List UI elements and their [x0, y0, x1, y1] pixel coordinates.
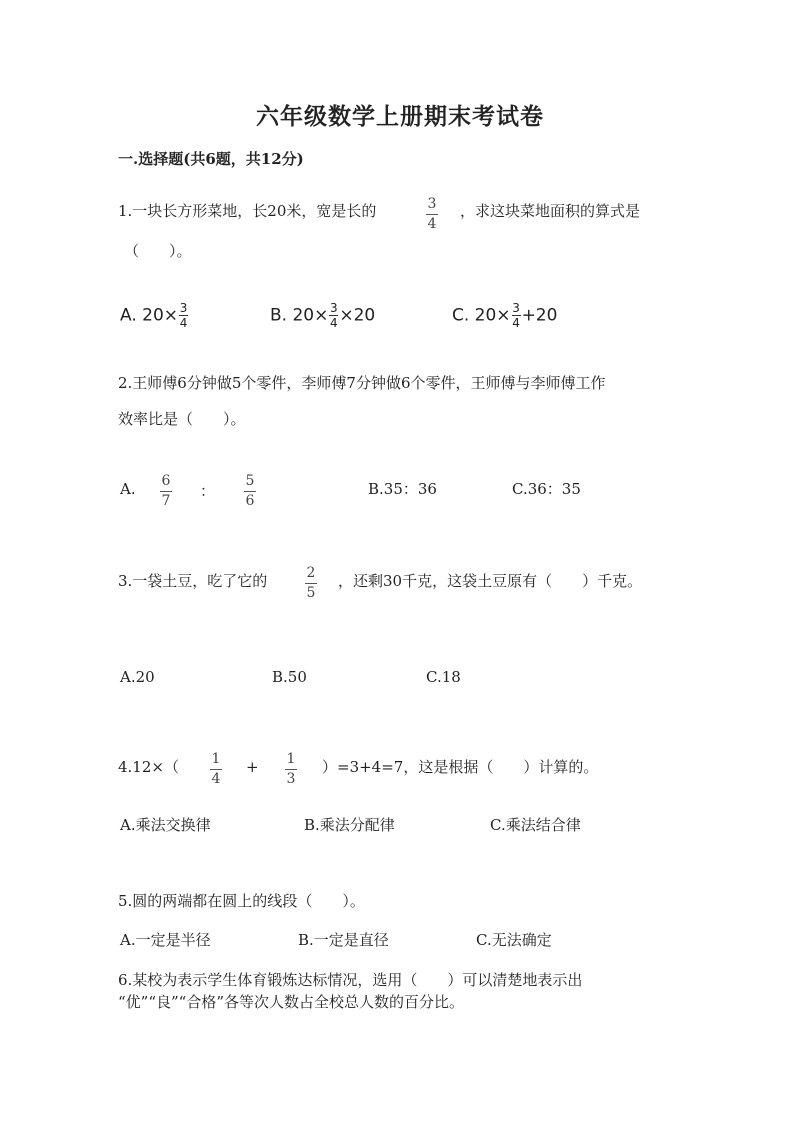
q1-option-c-fraction	[512, 302, 521, 329]
q1-option-a[interactable]	[120, 302, 189, 329]
fraction-den: 4	[512, 316, 520, 330]
q4-plus: +	[246, 758, 259, 776]
fraction-den: 7	[161, 493, 171, 509]
fraction-num: 6	[161, 473, 171, 489]
q2-option-c[interactable]: C.36：35	[512, 480, 581, 498]
q3-text-b: ，还剩30千克，这袋土豆原有（ ）千克。	[338, 572, 643, 590]
q1-option-a-label: A. 20×	[120, 305, 179, 326]
q3-fraction	[305, 566, 317, 601]
q1-fraction	[426, 197, 438, 232]
q3-text-a: 3.一袋土豆，吃了它的	[118, 572, 268, 590]
q2-option-b[interactable]: B.35：36	[368, 480, 437, 498]
fraction-num: 1	[286, 751, 296, 767]
q5-text: 5.圆的两端都在圆上的线段（ ）。	[118, 892, 365, 910]
q1-option-b-tail: ×20	[339, 305, 376, 326]
fraction-den: 4	[330, 316, 338, 330]
q5-option-c[interactable]: C.无法确定	[476, 931, 552, 949]
q1-option-c[interactable]	[452, 302, 557, 329]
q1-fraction-den: 4	[427, 216, 437, 232]
q1-option-b[interactable]	[270, 302, 375, 329]
q5-option-a[interactable]: A.一定是半径	[120, 931, 211, 949]
fraction-num: 1	[211, 751, 221, 767]
q3-option-a[interactable]: A.20	[120, 668, 155, 686]
q3-option-b[interactable]: B.50	[272, 668, 307, 686]
page-title: 六年级数学上册期末考试卷	[256, 103, 544, 130]
q4-fraction-1	[210, 752, 222, 787]
fraction-den: 4	[179, 316, 188, 330]
fraction-num: 2	[306, 565, 316, 581]
q1-fraction-num: 3	[427, 196, 437, 212]
fraction-num: 5	[245, 473, 255, 489]
q2-option-a-colon: ：	[200, 482, 216, 500]
q6-line-2: “优”“良”“合格”各等次人数占全校总人数的百分比。	[118, 993, 465, 1011]
q4-text-b: ）=3+4=7，这是根据（ ）计算的。	[322, 758, 599, 776]
q4-fraction-2	[285, 752, 297, 787]
q1-option-b-fraction	[329, 302, 338, 329]
q2-line-2: 效率比是（ ）。	[118, 410, 246, 428]
fraction-num: 3	[512, 301, 520, 315]
q2-option-a[interactable]: A.	[120, 480, 136, 498]
fraction-den: 3	[286, 771, 296, 787]
fraction-den: 6	[245, 493, 255, 509]
q2-option-a-fraction-2	[244, 474, 256, 509]
q2-option-a-fraction-1	[160, 474, 172, 509]
section-heading: 一.选择题(共6题，共12分)	[118, 150, 304, 168]
q1-text-b: ，求这块菜地面积的算式是	[460, 202, 641, 220]
q6-line-1: 6.某校为表示学生体育锻炼达标情况，选用（ ）可以清楚地表示出	[118, 971, 583, 989]
q4-option-c[interactable]: C.乘法结合律	[490, 816, 581, 834]
q3-option-c[interactable]: C.18	[426, 668, 461, 686]
q4-option-a[interactable]: A.乘法交换律	[120, 816, 211, 834]
q1-option-c-tail: +20	[521, 305, 558, 326]
q1-text-a: 1.一块长方形菜地，长20米，宽是长的	[118, 202, 377, 220]
q1-option-b-label: B. 20×	[270, 305, 329, 326]
q1-text-c: （ ）。	[124, 242, 192, 260]
q4-text-a: 4.12×（	[118, 758, 179, 776]
q5-option-b[interactable]: B.一定是直径	[298, 931, 389, 949]
fraction-den: 5	[306, 585, 316, 601]
q1-option-a-fraction	[179, 302, 188, 329]
fraction-num: 3	[330, 301, 338, 315]
q1-option-c-label: C. 20×	[452, 305, 511, 326]
fraction-num: 3	[179, 301, 188, 315]
q4-option-b[interactable]: B.乘法分配律	[304, 816, 395, 834]
q2-line-1: 2.王师傅6分钟做5个零件，李师傅7分钟做6个零件，王师傅与李师傅工作	[118, 374, 606, 392]
fraction-den: 4	[211, 771, 221, 787]
